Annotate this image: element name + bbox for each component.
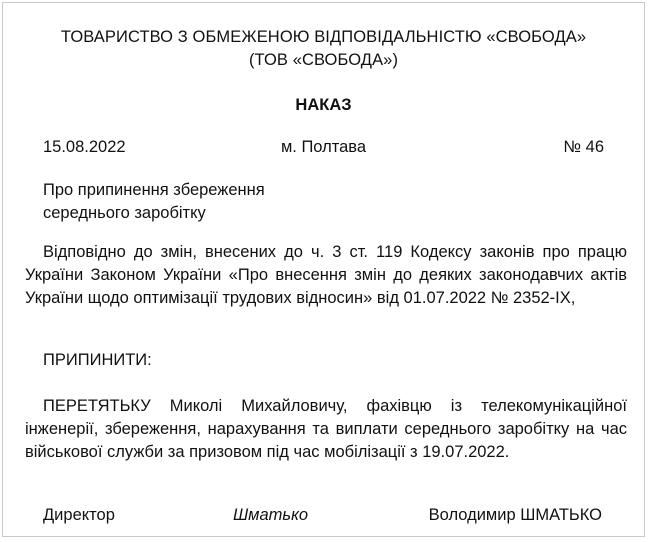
signatory-name: Володимир ШМАТЬКО	[428, 506, 602, 524]
order-document	[2, 2, 645, 537]
organization-full-name: ТОВАРИСТВО З ОБМЕЖЕНОЮ ВІДПОВІДАЛЬНІСТЮ «СВОБОДА»	[60, 28, 587, 46]
order-subject-line: середнього заробітку	[43, 204, 206, 222]
order-date: 15.08.2022	[43, 138, 126, 156]
organization-short-name: (ТОВ «СВОБОДА»)	[248, 51, 399, 69]
handwritten-signature: Шматько	[233, 506, 309, 524]
directive-heading: ПРИПИНИТИ:	[43, 351, 152, 369]
signature-block	[43, 504, 602, 526]
order-meta-row	[43, 136, 604, 158]
basis-paragraph: Відповідно до змін, внесених до ч. 3 ст. 119 Кодексу законів про працю України Законом України «Про внесення змін до деяких законодавчих актів України щодо оптимізації трудових відносин» від 01.07.2022 № 2352-IX,	[25, 243, 627, 307]
order-subject-line: Про припинення збереження	[43, 181, 265, 199]
signatory-position: Директор	[43, 506, 115, 524]
organization-header	[3, 26, 644, 72]
document-type-title: НАКАЗ	[295, 96, 352, 114]
order-subject	[43, 179, 363, 225]
order-city: м. Полтава	[280, 138, 367, 156]
order-paragraph: ПЕРЕТЯТЬКУ Миколі Михайловичу, фахівцю із телекомунікаційної інженерії, збереження, нарахування та виплати середнього заробітку на час військової служби за призовом під час мобілізації з 19.07.2022.	[25, 397, 627, 461]
order-number: № 46	[563, 138, 604, 156]
